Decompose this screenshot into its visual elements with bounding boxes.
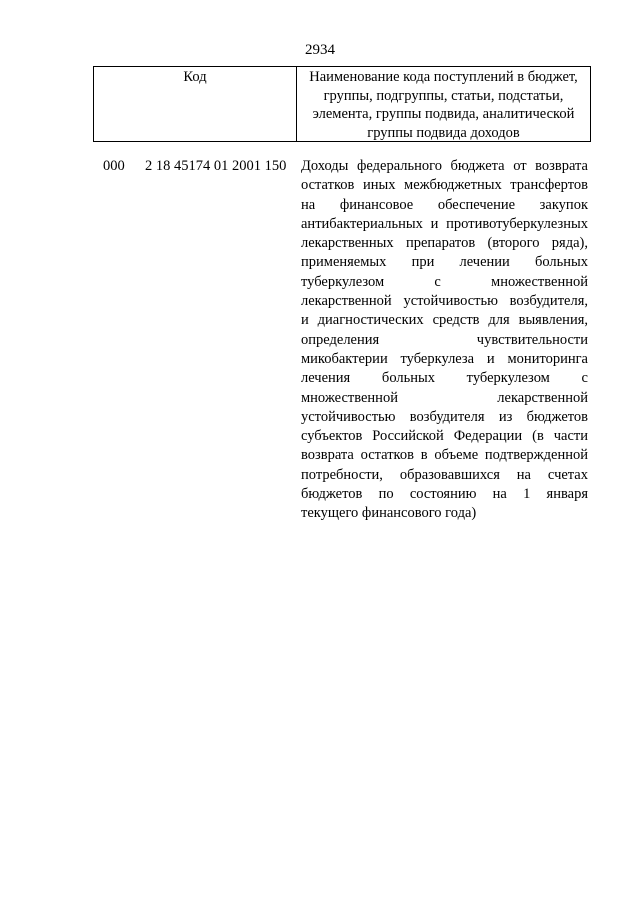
description-line: субъектов Российской Федерации (в части <box>301 428 588 445</box>
description-line: лечения больных туберкулезом с <box>301 370 588 387</box>
description-line: лекарственной устойчивостью возбудителя, <box>301 293 588 310</box>
description-line: множественной лекарственной <box>301 389 588 406</box>
header-code-cell <box>94 67 297 141</box>
description-line: применяемых при лечении больных <box>301 254 588 271</box>
header-code-label: Код <box>183 69 207 85</box>
description-line: определения чувствительности <box>301 331 588 348</box>
description-line: остатков иных межбюджетных трансфертов <box>301 177 588 194</box>
description-line: на финансовое обеспечение закупок <box>301 196 588 213</box>
income-description <box>301 157 588 524</box>
header-name-cell <box>297 67 590 141</box>
description-line: лекарственных препаратов (второго ряда), <box>301 235 588 252</box>
description-line: и диагностических средств для выявления, <box>301 312 588 329</box>
page-number: 2934 <box>305 42 335 58</box>
description-line: текущего финансового года) <box>301 505 477 522</box>
header-name-line: группы, подгруппы, статьи, подстатьи, <box>323 87 564 104</box>
description-line: туберкулезом с множественной <box>301 273 588 290</box>
description-line: бюджетов по состоянию на 1 января <box>301 486 588 503</box>
description-line: устойчивостью возбудителя из бюджетов <box>301 408 588 425</box>
description-line: микобактерии туберкулеза и мониторинга <box>301 350 588 367</box>
header-name-line: группы подвида доходов <box>367 124 520 141</box>
description-line: потребности, образовавшихся на счетах <box>301 466 588 483</box>
header-name-line: Наименование кода поступлений в бюджет, <box>309 69 578 85</box>
description-line: антибактериальных и противотуберкулезных <box>301 215 588 232</box>
table-header <box>93 66 591 142</box>
description-line: Доходы федерального бюджета от возврата <box>301 158 588 174</box>
admin-code: 000 <box>103 158 125 174</box>
description-line: возврата остатков в объеме подтвержденной <box>301 447 588 464</box>
budget-code: 2 18 45174 01 2001 150 <box>145 158 287 174</box>
header-name-line: элемента, группы подвида, аналитической <box>312 106 575 122</box>
